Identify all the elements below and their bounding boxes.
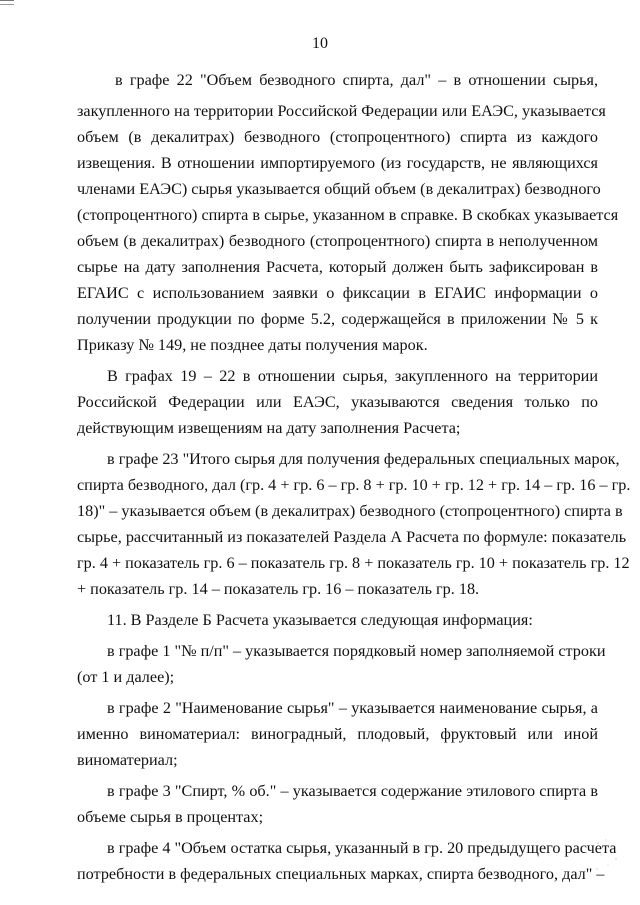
text-line: Российской Федерации или ЕАЭС, указываются сведения только по: [77, 393, 598, 411]
scan-noise: [592, 835, 622, 875]
text-line: извещения. В отношении импортируемого (из государств, не являющихся: [77, 154, 598, 172]
text-line: получении продукции по форме 5.2, содержащейся в приложении № 5 к: [77, 310, 598, 328]
text-line: (стопроцентного) спирта в сырье, указанном в справке. В скобках указывается: [77, 206, 619, 224]
text-line: в графе 3 "Спирт, % об." – указывается содержание этилового спирта в: [107, 782, 598, 800]
text-line: 18)" – указывается объем (в декалитрах) безводного (стопроцентного) спирта в: [77, 502, 623, 520]
text-line: именно виноматериал: виноградный, плодовый, фруктовый или иной: [77, 725, 598, 743]
section-heading-line: 11. В Разделе Б Расчета указывается следующая информация:: [107, 611, 533, 629]
page-number: 10: [312, 35, 328, 52]
text-line: объем (в декалитрах) безводного (стопроцентного) спирта из каждого: [77, 128, 598, 146]
text-line: в графе 1 "№ п/п" – указывается порядковый номер заполняемой строки: [107, 642, 606, 660]
text-line: в графе 4 "Объем остатка сырья, указанный в гр. 20 предыдущего расчета: [107, 839, 617, 857]
text-line: гр. 4 + показатель гр. 6 – показатель гр. 8 + показатель гр. 10 + показатель гр. 12: [77, 554, 630, 572]
text-line: В графах 19 – 22 в отношении сырья, закупленного на территории: [107, 367, 598, 385]
scan-edge-mark: [0, 0, 14, 5]
text-line: в графе 23 "Итого сырья для получения федеральных специальных марок,: [107, 450, 620, 468]
text-line: в графе 2 "Наименование сырья" – указывается наименование сырья, а: [107, 699, 598, 717]
text-line: сырье, рассчитанный из показателей Раздела А Расчета по формуле: показатель: [77, 528, 627, 546]
text-line: закупленного на территории Российской Федерации или ЕАЭС, указывается: [77, 102, 606, 120]
text-line: членами ЕАЭС) сырья указывается общий объем (в декалитрах) безводного: [77, 180, 601, 198]
text-line: ЕГАИС с использованием заявки о фиксации в ЕГАИС информации о: [77, 284, 598, 302]
text-line: объем (в декалитрах) безводного (стопроцентного) спирта в неполученном: [77, 232, 598, 250]
text-line: сырье на дату заполнения Расчета, который должен быть зафиксирован в: [77, 258, 598, 276]
text-line: (от 1 и далее);: [77, 668, 175, 686]
text-line: потребности в федеральных специальных марках, спирта безводного, дал" –: [77, 865, 605, 883]
text-line: в графе 22 "Объем безводного спирта, дал" – в отношении сырья,: [115, 71, 598, 89]
text-line: виноматериал;: [77, 751, 178, 769]
text-line: + показатель гр. 14 – показатель гр. 16 – показатель гр. 18.: [77, 580, 480, 598]
text-line: Приказу № 149, не позднее даты получения марок.: [77, 336, 428, 354]
text-line: объеме сырья в процентах;: [77, 808, 264, 826]
text-line: действующим извещениям на дату заполнения Расчета;: [77, 419, 461, 437]
text-line: спирта безводного, дал (гр. 4 + гр. 6 – гр. 8 + гр. 10 + гр. 12 + гр. 14 – гр. 16 – гр.: [77, 476, 631, 494]
